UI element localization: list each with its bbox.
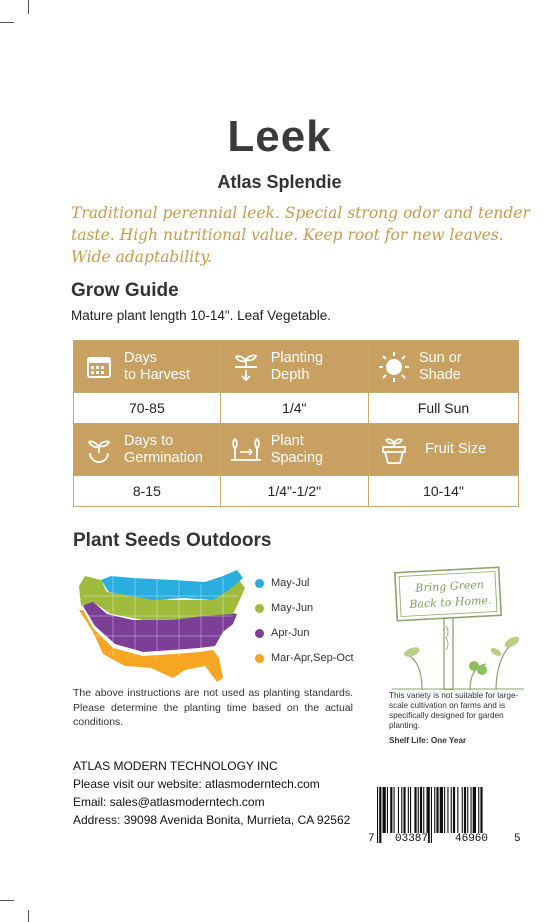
- value-fruit-size: 10-14": [368, 476, 518, 507]
- barcode-bar: [414, 787, 416, 833]
- header-planting-depth: [220, 341, 368, 393]
- legend-item: [255, 652, 354, 664]
- description: Traditional perennial leek. Special strong odor and tender taste. High nutritional value. Keep root for new leaves. Wide adaptability.: [71, 204, 530, 266]
- header-label: Days: [124, 349, 158, 366]
- company-website: Please visit our website: atlasmoderntech.com: [73, 777, 320, 791]
- legend-item: [255, 627, 310, 639]
- grow-guide-table: [73, 340, 519, 507]
- barcode-bar: [420, 787, 422, 833]
- header-label: Fruit Size: [424, 441, 487, 457]
- company-info: [73, 757, 350, 829]
- calendar-icon: [74, 354, 124, 380]
- legend-label: Apr-Jun: [271, 627, 310, 639]
- header-label: Spacing: [270, 449, 324, 466]
- header-sun-or-shade: [368, 341, 518, 393]
- value-sun-or-shade: Full Sun: [368, 393, 518, 424]
- grow-guide-summary: Mature plant length 10-14". Leaf Vegetable.: [71, 308, 331, 323]
- header-days-to-harvest: [74, 341, 221, 393]
- shelf-life: Shelf Life: One Year: [389, 736, 467, 745]
- company-email: Email: sales@atlasmoderntech.com: [73, 795, 265, 809]
- planting-disclaimer: The above instructions are not used as planting standards. Please determine the planting time based on the actual conditions.: [73, 687, 353, 728]
- barcode-bar: [451, 787, 452, 833]
- barcode-bar: [398, 787, 399, 833]
- seedling-depth-icon: [221, 352, 271, 382]
- legend-item: [255, 602, 313, 614]
- barcode-bar: [403, 787, 405, 833]
- header-label: Depth: [270, 366, 310, 383]
- header-label: Germination: [124, 449, 203, 466]
- barcode-bar: [436, 787, 438, 833]
- barcode-bar: [457, 787, 458, 833]
- header-label: Sun or: [418, 349, 462, 366]
- sign-text-line1: Bring Green: [414, 578, 485, 595]
- barcode-bar: [453, 787, 455, 833]
- header-label: Planting: [270, 349, 324, 366]
- header-label: Days to: [124, 432, 174, 449]
- us-planting-zone-map: [73, 566, 253, 686]
- barcode-bar: [377, 787, 378, 843]
- header-plant-spacing: [220, 424, 368, 476]
- crop-mark: [28, 910, 29, 922]
- barcode-check-digit: 5: [514, 833, 521, 845]
- value-planting-depth: 1/4": [220, 393, 368, 424]
- barcode-lead-digit: 7: [368, 833, 375, 845]
- sign-text-line2: Back to Home.: [409, 593, 492, 612]
- barcode-bar: [410, 787, 411, 833]
- barcode-bar: [447, 787, 448, 833]
- crop-mark: [0, 22, 14, 23]
- company-address: Address: 39098 Avenida Bonita, Murrieta, CA 92562: [73, 813, 351, 827]
- header-label: to Harvest: [124, 366, 191, 383]
- crop-mark: [0, 900, 14, 901]
- spacing-icon: [221, 435, 271, 465]
- legend-label: Mar-Apr,Sep-Oct: [271, 652, 354, 664]
- barcode-bar: [462, 787, 463, 833]
- company-name: ATLAS MODERN TECHNOLOGY INC: [73, 759, 278, 773]
- barcode: [367, 787, 522, 849]
- header-fruit-size: [368, 424, 518, 476]
- barcode-bar: [423, 787, 424, 833]
- legend-swatch: [255, 654, 264, 663]
- legend-swatch: [255, 579, 264, 588]
- barcode-bar: [440, 787, 443, 833]
- grow-guide-heading: Grow Guide: [71, 280, 179, 301]
- pot-icon: [369, 435, 419, 465]
- cultivation-warning: This variety is not suitable for large-scale cultivation on farms and is specifically designed for garden planting.: [389, 691, 519, 730]
- bring-green-sign-illustration: [392, 566, 524, 690]
- crop-mark: [28, 0, 29, 14]
- sun-icon: [369, 351, 419, 383]
- legend-item: [255, 577, 310, 589]
- barcode-bar: [478, 787, 479, 833]
- header-label: Shade: [418, 366, 461, 383]
- barcode-bar: [467, 787, 468, 833]
- barcode-bar: [401, 787, 402, 833]
- barcode-bar: [444, 787, 445, 833]
- barcode-left-digits: 03387: [395, 833, 429, 845]
- sprout-icon: [74, 435, 124, 465]
- barcode-bar: [387, 787, 388, 833]
- barcode-bar: [390, 787, 392, 833]
- barcode-bar: [394, 787, 395, 833]
- value-days-to-harvest: 70-85: [74, 393, 221, 424]
- barcode-bar: [464, 787, 466, 833]
- barcode-bar: [473, 787, 476, 833]
- barcode-bar: [383, 787, 386, 833]
- value-plant-spacing: 1/4"-1/2": [220, 476, 368, 507]
- outdoors-heading: Plant Seeds Outdoors: [73, 530, 272, 551]
- barcode-bar: [431, 787, 432, 843]
- legend-label: May-Jun: [271, 602, 314, 614]
- barcode-bar: [434, 787, 435, 833]
- legend-swatch: [255, 604, 264, 613]
- barcode-bar: [408, 787, 409, 833]
- barcode-bar: [379, 787, 381, 843]
- value-days-to-germination: 8-15: [74, 476, 221, 507]
- barcode-bar: [418, 787, 419, 833]
- barcode-bar: [471, 787, 472, 833]
- barcode-right-digits: 46960: [455, 833, 489, 845]
- legend-swatch: [255, 629, 264, 638]
- header-days-to-germination: [74, 424, 221, 476]
- page-title: Leek: [227, 112, 332, 161]
- legend-label: May-Jul: [271, 577, 310, 589]
- variety-name: Atlas Splendie: [217, 172, 342, 192]
- header-label: Plant: [270, 432, 304, 449]
